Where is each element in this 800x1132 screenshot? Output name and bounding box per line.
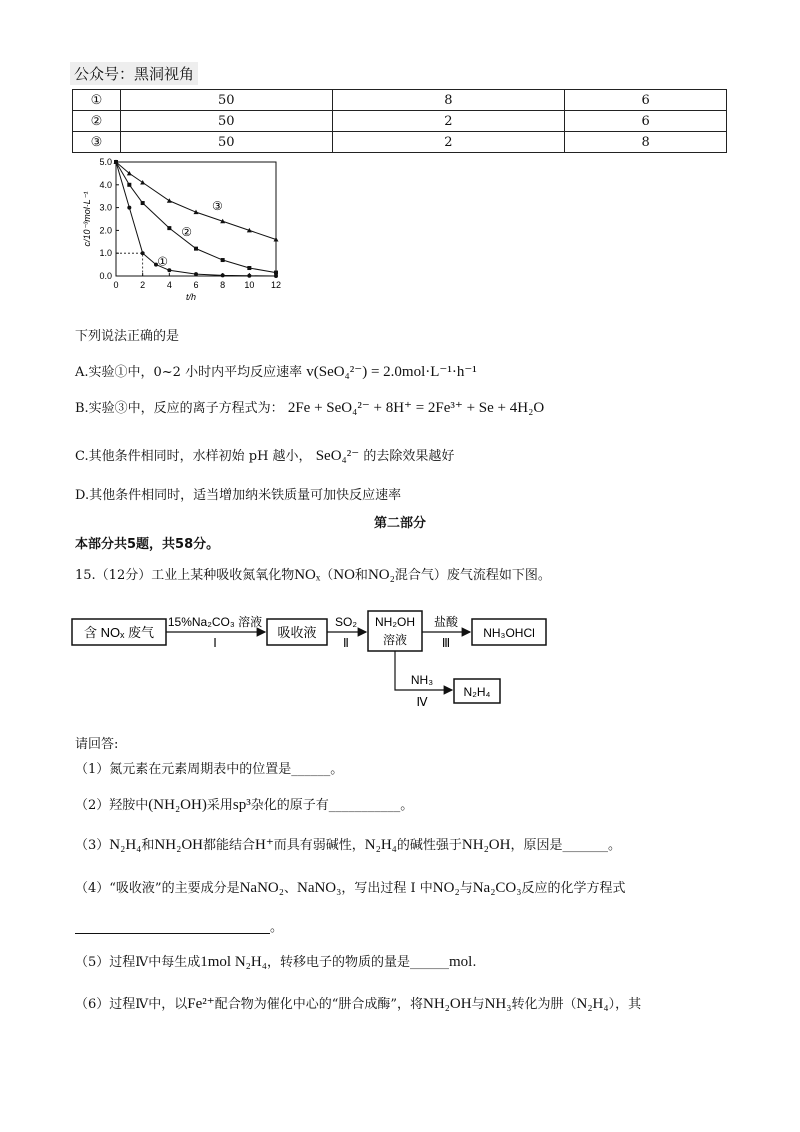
x-tick-label: 10 — [244, 280, 255, 290]
table-row — [73, 111, 727, 132]
option-a-formula: v(SeO₄²⁻) = 2.0mol·L⁻¹·h⁻¹ — [306, 364, 477, 380]
subquestion-1: （1）氮元素在元素周期表中的位置是______。 — [75, 762, 344, 777]
s3-text-a: （3） — [75, 838, 110, 853]
x-tick-label: 0 — [113, 280, 119, 290]
data-point — [274, 274, 278, 278]
table-cell: 2 — [332, 111, 565, 132]
s6-formula-1: Fe²⁺ — [187, 996, 215, 1012]
data-point — [194, 272, 198, 276]
s3-text-g: ，原因是_______。 — [510, 838, 621, 853]
s4-text-a: （4）“吸收液”的主要成分是 — [75, 881, 240, 896]
s4-formula-2: NaNO₃ — [296, 880, 342, 896]
table-cell: ① — [73, 90, 121, 111]
s2-text-b: 采用 — [206, 798, 233, 813]
subquestion-4 — [75, 878, 626, 899]
q15-intro-text1: 15.（12分）工业上某种吸收氮氧化物 — [75, 568, 295, 583]
experiment-table — [72, 89, 727, 153]
process-flow-diagram — [70, 605, 550, 710]
s6-formula-4: N₂H₄ — [576, 996, 609, 1012]
x-tick-label: 4 — [166, 280, 172, 290]
table-cell: 8 — [332, 90, 565, 111]
s3-formula-5: NH₂OH — [461, 837, 511, 853]
data-point — [274, 271, 278, 275]
s4-formula-1: NaNO₂ — [239, 880, 284, 896]
s6-text-e: ），其 — [608, 997, 642, 1012]
s2-text-a: （2）羟胺中 — [75, 798, 149, 813]
q14-option-a — [75, 362, 477, 383]
s4-end: 。 — [270, 920, 284, 935]
s3-text-c: 都能结合 — [202, 838, 255, 853]
y-tick-label: 2.0 — [99, 225, 112, 236]
data-point — [194, 247, 198, 251]
subquestion-2 — [75, 795, 413, 816]
nox-formula: NOₓ — [294, 567, 321, 583]
data-point — [247, 274, 251, 278]
q14-prompt: 下列说法正确的是 — [75, 329, 180, 344]
y-axis-label: c/10⁻³mol·L⁻¹ — [82, 191, 92, 247]
x-tick-label: 6 — [193, 280, 199, 290]
subquestion-5 — [75, 952, 476, 973]
table-row — [73, 90, 727, 111]
q15-intro-text4: 混合气）废气流程如下图。 — [394, 568, 551, 583]
table-cell: ③ — [73, 132, 121, 153]
x-tick-label: 8 — [220, 280, 226, 290]
flow-box-n2h4-label: N₂H₄ — [463, 685, 491, 699]
s3-formula-1: N₂H₄ — [109, 837, 142, 853]
q15-intro-text2: （ — [320, 568, 334, 583]
no-formula: NO — [333, 567, 355, 583]
answer-prompt: 请回答: — [75, 737, 119, 752]
option-c-text1: C.其他条件相同时，水样初始 pH 越小， — [75, 449, 312, 464]
flow-step4-num: Ⅳ — [416, 695, 428, 709]
s4-formula-4: Na₂CO₃ — [472, 880, 522, 896]
table-cell: 50 — [120, 132, 332, 153]
series-label: ① — [157, 254, 169, 269]
series-label: ② — [181, 225, 193, 240]
flow-step4-reagent: NH₃ — [410, 673, 434, 687]
data-point — [167, 198, 172, 203]
s5-text-c: . — [472, 955, 477, 970]
s4-text-e: 反应的化学方程式 — [521, 881, 626, 896]
data-point — [140, 180, 145, 185]
option-c-formula: SeO₄²⁻ — [315, 448, 360, 464]
option-b-formula: 2Fe + SeO₄²⁻ + 8H⁺ = 2Fe³⁺ + Se + 4H₂O — [287, 400, 545, 416]
flow-step1-reagent: 15%Na₂CO₃ 溶液 — [167, 615, 263, 629]
flow-step3-num: Ⅲ — [441, 636, 451, 650]
data-point — [127, 183, 131, 187]
answer-blank — [75, 919, 270, 934]
chart-frame — [116, 162, 276, 276]
y-tick-label: 3.0 — [99, 202, 112, 213]
s4-formula-3: NO₂ — [432, 880, 460, 896]
x-tick-label: 2 — [140, 280, 146, 290]
no2-formula: NO₂ — [367, 567, 395, 583]
q14-option-b — [75, 398, 544, 419]
s5-formula-1: 1mol N₂H₄ — [200, 954, 267, 970]
s5-text-b: ，转移电子的物质的量是______ — [266, 955, 449, 970]
q15-intro-text3: 和 — [354, 568, 368, 583]
data-point — [221, 273, 225, 277]
s3-formula-3: H⁺ — [255, 837, 274, 853]
s6-formula-3: NH₃ — [484, 996, 512, 1012]
s4-text-d: 与 — [459, 881, 473, 896]
table-cell: 8 — [565, 132, 727, 153]
table-cell: 50 — [120, 90, 332, 111]
flow-step2-num: Ⅱ — [343, 636, 349, 650]
flow-box-waste-gas-label: 含 NOₓ 废气 — [84, 625, 154, 640]
s2-sp3: sp³ — [232, 797, 251, 813]
s6-text-c: 与 — [471, 997, 485, 1012]
q14-option-c — [75, 446, 454, 467]
flow-step2-reagent: SO₂ — [335, 615, 357, 629]
dashed-guide — [116, 253, 143, 276]
q14-option-d: D.其他条件相同时，适当增加纳米铁质量可加快反应速率 — [75, 488, 402, 503]
table-cell: 6 — [565, 111, 727, 132]
x-axis-label: t/h — [185, 292, 197, 302]
table-cell: 50 — [120, 111, 332, 132]
series-line — [116, 162, 276, 240]
s5-formula-2: mol — [449, 954, 473, 970]
flow-box-hydroxylamine-line2: 溶液 — [382, 633, 408, 647]
y-tick-label: 5.0 — [99, 157, 112, 167]
flow-box-absorption-label: 吸收液 — [277, 625, 317, 640]
series-line — [116, 162, 276, 273]
flow-box-nh3ohcl-label: NH₃OHCl — [483, 626, 535, 640]
table-cell: 6 — [565, 90, 727, 111]
s4-text-c: ，写出过程 I 中 — [341, 881, 433, 896]
data-point — [221, 258, 225, 262]
part2-subtitle: 本部分共5题，共58分。 — [75, 537, 220, 552]
subquestion-4-answer-line — [75, 918, 283, 938]
q15-intro — [75, 565, 551, 586]
s3-text-d: 而具有弱碱性， — [273, 838, 365, 853]
option-c-text2: 的去除效果越好 — [363, 449, 455, 464]
s5-text-a: （5）过程Ⅳ中每生成 — [75, 955, 201, 970]
data-point — [247, 266, 251, 270]
table-row — [73, 132, 727, 153]
table-cell: ② — [73, 111, 121, 132]
s4-text-b: 、 — [283, 881, 297, 896]
subquestion-6 — [75, 994, 641, 1015]
s6-text-d: 转化为肼（ — [511, 997, 577, 1012]
s3-text-b: 和 — [141, 838, 155, 853]
s6-formula-2: NH₂OH — [422, 996, 472, 1012]
subquestion-3 — [75, 835, 621, 856]
flow-step3-reagent: 盐酸 — [433, 615, 459, 629]
s3-formula-4: N₂H₄ — [364, 837, 397, 853]
y-tick-label: 4.0 — [99, 179, 112, 190]
x-tick-label: 12 — [270, 280, 282, 290]
y-tick-label: 0.0 — [99, 271, 112, 281]
part2-title: 第二部分 — [373, 516, 426, 531]
data-point — [167, 268, 171, 272]
table-cell: 2 — [332, 132, 565, 153]
concentration-chart — [78, 152, 290, 312]
data-point — [141, 201, 145, 205]
s2-formula: (NH₂OH) — [148, 797, 207, 813]
s6-text-a: （6）过程Ⅳ中，以 — [75, 997, 188, 1012]
series-label: ③ — [211, 198, 223, 213]
y-tick-label: 1.0 — [99, 248, 112, 259]
watermark-text: 公众号：黑洞视角 — [70, 62, 198, 85]
flow-box-hydroxylamine-line1: NH₂OH — [375, 615, 415, 629]
s3-text-e: 的碱性强于 — [396, 838, 462, 853]
s2-text-c: 杂化的原子有___________。 — [250, 798, 414, 813]
data-point — [141, 251, 145, 255]
option-b-text: B.实验③中，反应的离子方程式为： — [75, 401, 284, 416]
data-point — [127, 206, 131, 210]
flow-step1-num: Ⅰ — [213, 636, 217, 650]
option-a-text: A.实验①中，0~2 小时内平均反应速率 — [75, 365, 303, 380]
data-point — [167, 226, 171, 230]
series-line — [116, 162, 276, 276]
s3-formula-2: NH₂OH — [154, 837, 203, 853]
s6-text-b: 配合物为催化中心的“肼合成酶”，将 — [214, 997, 423, 1012]
